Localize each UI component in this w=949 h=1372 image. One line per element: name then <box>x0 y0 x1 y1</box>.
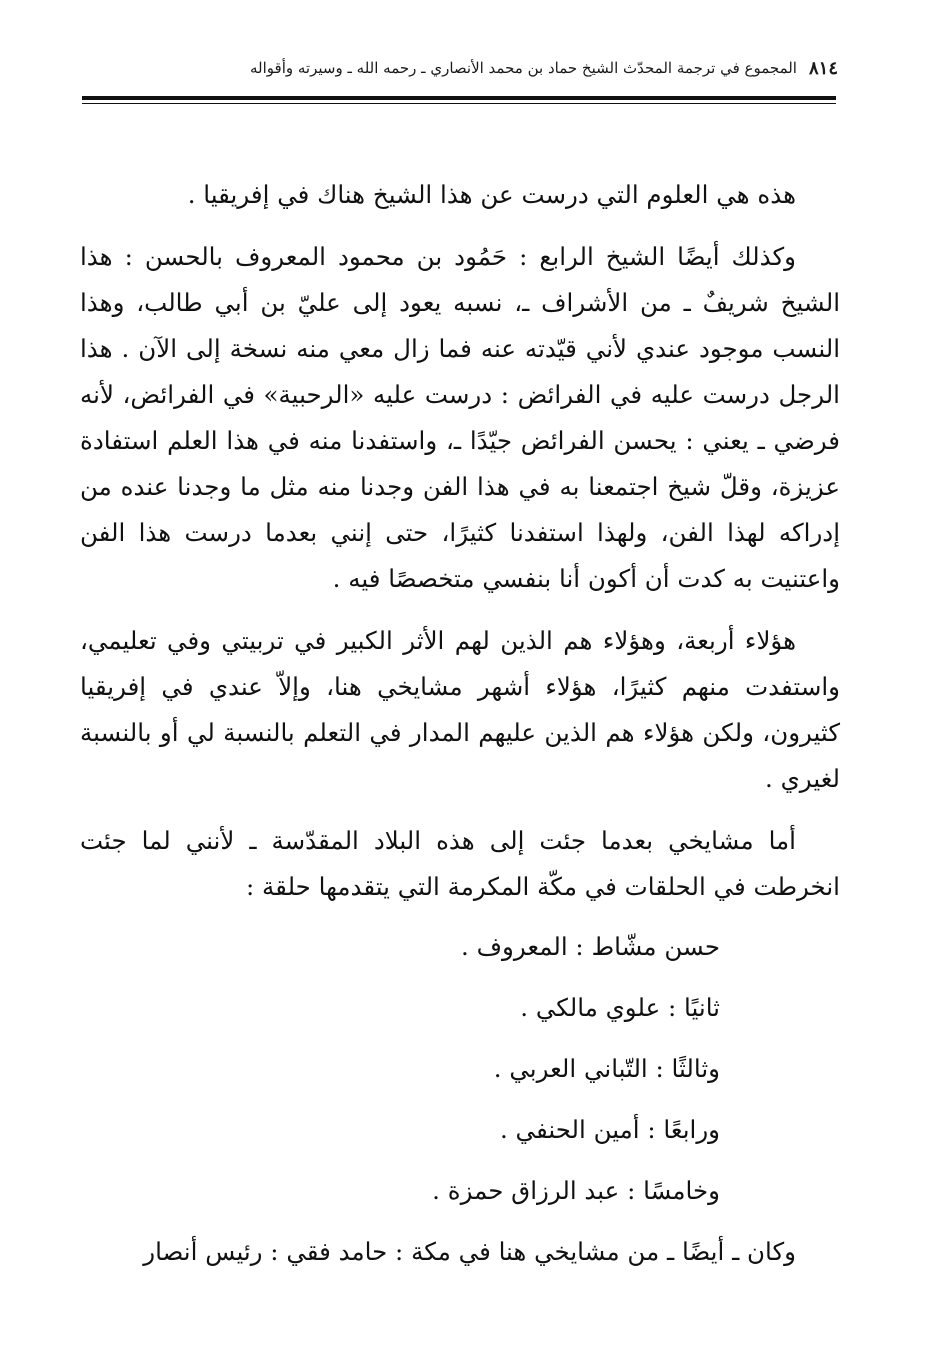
paragraph: هؤلاء أربعة، وهؤلاء هم الذين لهم الأثر الكبير في تربيتي وفي تعليمي، واستفدت منهم كثيرًا، هؤلاء أشهر مشايخي هنا، وإلاّ عندي في إفريقيا كثيرون، ولكن هؤلاء هم الذين عليهم المدار في التعلم بالنسبة لي أو بالنسبة لغيري . <box>80 626 840 793</box>
header-rule-thin <box>82 103 836 104</box>
body-text <box>80 172 840 1300</box>
paragraph: وكذلك أيضًا الشيخ الرابع : حَمُود بن محمود المعروف بالحسن : هذا الشيخ شريفٌ ـ من الأشراف ـ، نسبه يعود إلى عليّ بن أبي طالب، وهذا النسب موجود عندي لأني قيّدته عنه فما زال معي منه نسخة إلى الآن . هذا الرجل درست عليه في الفرائض : درست عليه «الرحبية» في الفرائض، لأنه فرضي ـ يعني : يحسن الفرائض جيّدًا ـ، واستفدنا منه في هذا العلم استفادة عزيزة، وقلّ شيخ اجتمعنا به في هذا الفن وجدنا منه مثل ما وجدنا عنده من إدراكه لهذا الفن، ولهذا استفدنا كثيرًا، حتى إنني بعدما درست هذا الفن واعتنيت به كدت أن أكون أنا بنفسي متخصصًا فيه . <box>80 242 840 593</box>
paragraph: أما مشايخي بعدما جئت إلى هذه البلاد المقدّسة ـ لأنني لما جئت انخرطت في الحلقات في مكّة المكرمة التي يتقدمها حلقة : <box>80 826 840 901</box>
running-header <box>178 50 838 86</box>
list-item: وثالثًا : التّباني العربي . <box>493 1054 720 1083</box>
list-item: حسن مشّاط : المعروف . <box>461 932 720 961</box>
closing-line: وكان ـ أيضًا ـ من مشايخي هنا في مكة : حامد فقي : رئيس أنصار <box>143 1237 796 1266</box>
page-number: ٨١٤ <box>808 57 838 79</box>
running-title: المجموع في ترجمة المحدّث الشيخ حماد بن محمد الأنصاري ـ رحمه الله ـ وسيرته وأقواله <box>250 59 797 77</box>
list-item: ورابعًا : أمين الحنفي . <box>499 1115 720 1144</box>
teachers-list <box>80 916 840 1221</box>
list-item: وخامسًا : عبد الرزاق حمزة . <box>432 1176 720 1205</box>
list-item: ثانيًا : علوي مالكي . <box>520 993 720 1022</box>
paragraph: هذه هي العلوم التي درست عن هذا الشيخ هناك في إفريقيا . <box>187 180 796 209</box>
header-rule-thick <box>82 96 836 100</box>
